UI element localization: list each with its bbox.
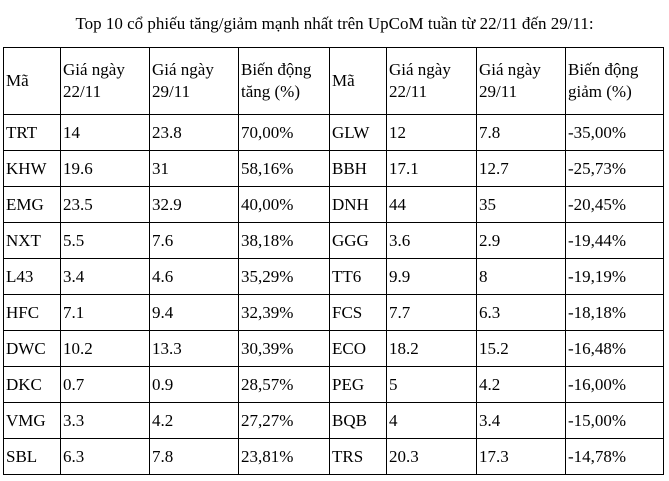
gain-price-start: 6.3 [61,439,150,475]
gain-price-start: 23.5 [61,187,150,223]
loss-price-end: 4.2 [477,367,566,403]
header-price-end-gain [150,48,239,115]
gain-price-end: 7.6 [150,223,239,259]
loss-code: TRS [330,439,387,475]
gain-price-end: 0.9 [150,367,239,403]
gain-change: 40,00% [239,187,330,223]
table-row [4,331,664,367]
loss-price-start: 5 [387,367,477,403]
table-header-row [4,48,664,115]
gain-change: 27,27% [239,403,330,439]
gain-code: L43 [4,259,61,295]
loss-price-end: 3.4 [477,403,566,439]
gain-price-start: 7.1 [61,295,150,331]
loss-code: PEG [330,367,387,403]
loss-code: TT6 [330,259,387,295]
gain-price-end: 9.4 [150,295,239,331]
header-line: Biến động [241,60,312,79]
gain-change: 32,39% [239,295,330,331]
header-line: 22/11 [63,82,102,101]
table-row [4,115,664,151]
loss-price-end: 35 [477,187,566,223]
page-title: Top 10 cổ phiếu tăng/giảm mạnh nhất trên UpCoM tuần từ 22/11 đến 29/11: [75,14,594,33]
gain-code: TRT [4,115,61,151]
header-line: giảm (%) [568,82,632,101]
loss-change: -19,44% [566,223,664,259]
loss-price-start: 7.7 [387,295,477,331]
gain-change: 23,81% [239,439,330,475]
gain-price-end: 4.6 [150,259,239,295]
loss-price-end: 6.3 [477,295,566,331]
header-line: 29/11 [479,82,518,101]
table-row [4,187,664,223]
loss-code: DNH [330,187,387,223]
loss-price-start: 20.3 [387,439,477,475]
loss-price-start: 18.2 [387,331,477,367]
gain-change: 70,00% [239,115,330,151]
loss-code: GLW [330,115,387,151]
gain-code: VMG [4,403,61,439]
loss-change: -20,45% [566,187,664,223]
header-line: Giá ngày [389,60,451,79]
loss-code: FCS [330,295,387,331]
gain-price-end: 13.3 [150,331,239,367]
gain-price-start: 5.5 [61,223,150,259]
gain-code: KHW [4,151,61,187]
header-line: Biến động [568,60,639,79]
gain-price-start: 19.6 [61,151,150,187]
loss-price-end: 17.3 [477,439,566,475]
header-line: tăng (%) [241,82,301,101]
gain-change: 28,57% [239,367,330,403]
header-line: 29/11 [152,82,191,101]
gain-price-start: 0.7 [61,367,150,403]
loss-price-start: 17.1 [387,151,477,187]
loss-change: -14,78% [566,439,664,475]
gain-price-start: 3.4 [61,259,150,295]
loss-code: ECO [330,331,387,367]
table-row [4,151,664,187]
header-line: Giá ngày [152,60,214,79]
loss-price-start: 9.9 [387,259,477,295]
header-price-start-gain [61,48,150,115]
loss-price-start: 4 [387,403,477,439]
gain-change: 30,39% [239,331,330,367]
loss-price-end: 12.7 [477,151,566,187]
loss-price-start: 12 [387,115,477,151]
gain-change: 58,16% [239,151,330,187]
header-line: Giá ngày [479,60,541,79]
loss-change: -19,19% [566,259,664,295]
table-row [4,223,664,259]
header-code-gain: Mã [4,48,61,115]
header-line: Giá ngày [63,60,125,79]
loss-change: -16,48% [566,331,664,367]
gain-change: 38,18% [239,223,330,259]
table-row [4,295,664,331]
table-row [4,367,664,403]
loss-price-end: 2.9 [477,223,566,259]
gain-price-end: 7.8 [150,439,239,475]
loss-price-start: 44 [387,187,477,223]
loss-code: BQB [330,403,387,439]
table-row [4,403,664,439]
gain-price-start: 10.2 [61,331,150,367]
gain-code: NXT [4,223,61,259]
gain-code: DWC [4,331,61,367]
gain-price-end: 32.9 [150,187,239,223]
gain-price-start: 14 [61,115,150,151]
gain-code: SBL [4,439,61,475]
loss-change: -18,18% [566,295,664,331]
stocks-table [3,47,664,475]
loss-price-end: 7.8 [477,115,566,151]
gain-code: HFC [4,295,61,331]
header-line: 22/11 [389,82,428,101]
loss-change: -25,73% [566,151,664,187]
gain-code: EMG [4,187,61,223]
loss-change: -16,00% [566,367,664,403]
loss-code: BBH [330,151,387,187]
header-code-loss: Mã [330,48,387,115]
header-change-gain [239,48,330,115]
loss-price-end: 8 [477,259,566,295]
header-price-start-loss [387,48,477,115]
gain-price-end: 31 [150,151,239,187]
loss-change: -15,00% [566,403,664,439]
header-price-end-loss [477,48,566,115]
gain-price-end: 4.2 [150,403,239,439]
table-row [4,259,664,295]
header-change-loss [566,48,664,115]
loss-price-end: 15.2 [477,331,566,367]
loss-code: GGG [330,223,387,259]
gain-price-start: 3.3 [61,403,150,439]
gain-price-end: 23.8 [150,115,239,151]
loss-price-start: 3.6 [387,223,477,259]
gain-change: 35,29% [239,259,330,295]
table-row [4,439,664,475]
loss-change: -35,00% [566,115,664,151]
gain-code: DKC [4,367,61,403]
